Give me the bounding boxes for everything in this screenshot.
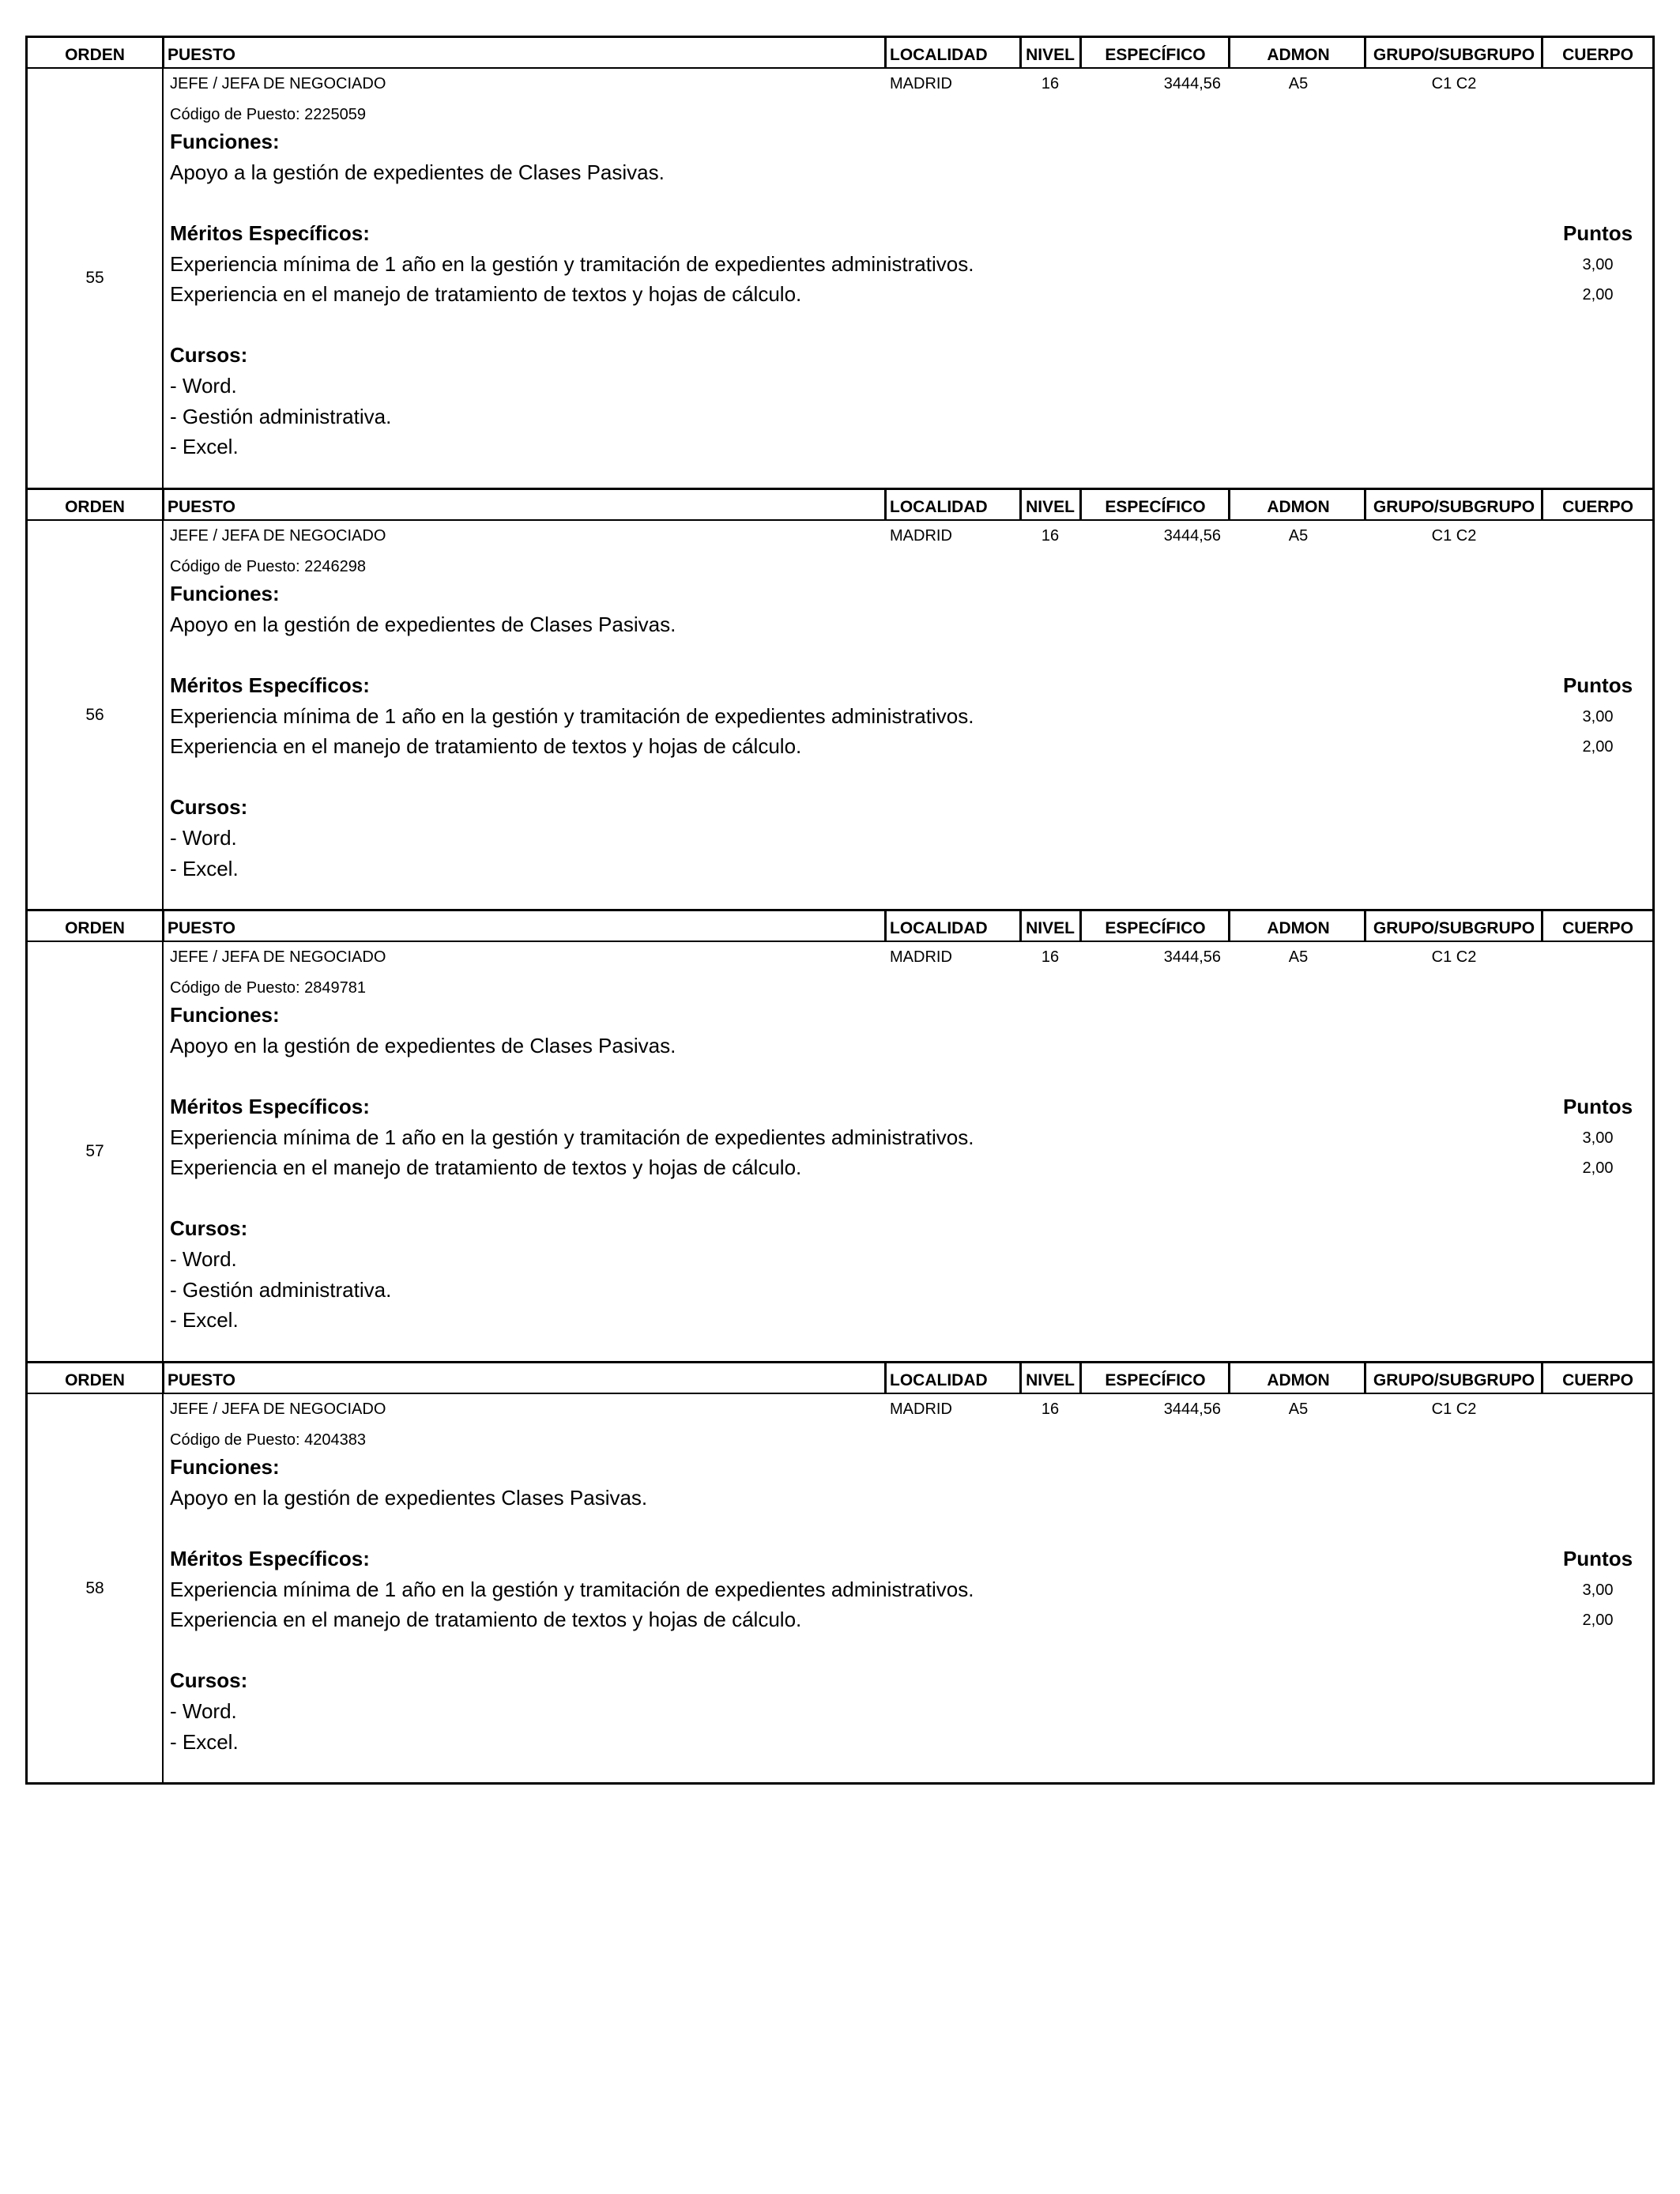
merito-puntos: 2,00 bbox=[1582, 738, 1614, 756]
header-puesto: PUESTO bbox=[168, 498, 235, 516]
position-record bbox=[28, 942, 1652, 1361]
header-admon: ADMON bbox=[1267, 46, 1330, 64]
merito-puntos: 2,00 bbox=[1582, 286, 1614, 304]
positions-table bbox=[25, 36, 1655, 1785]
funciones-label: Funciones: bbox=[170, 1455, 280, 1480]
admon-value: A5 bbox=[1288, 527, 1309, 545]
header-cuerpo: CUERPO bbox=[1562, 1371, 1633, 1389]
curso-item: - Excel. bbox=[170, 856, 239, 880]
column-divider bbox=[1541, 490, 1543, 519]
curso-item: - Gestión administrativa. bbox=[170, 404, 392, 428]
codigo-puesto: Código de Puesto: 2849781 bbox=[170, 978, 366, 997]
grupo-value: C1 C2 bbox=[1431, 75, 1477, 92]
localidad-value: MADRID bbox=[890, 75, 952, 92]
cursos-label: Cursos: bbox=[170, 1216, 248, 1241]
column-divider bbox=[1364, 38, 1366, 67]
column-divider bbox=[162, 521, 164, 909]
header-localidad: LOCALIDAD bbox=[890, 498, 988, 516]
merito-text: Experiencia en el manejo de tratamiento de textos y hojas de cálculo. bbox=[170, 734, 802, 759]
column-divider bbox=[1228, 1363, 1230, 1393]
merito-puntos: 2,00 bbox=[1582, 1612, 1614, 1630]
especifico-value: 3444,56 bbox=[1163, 527, 1221, 545]
table-header-row bbox=[28, 36, 1652, 69]
funciones-label: Funciones: bbox=[170, 1003, 280, 1027]
codigo-puesto: Código de Puesto: 2246298 bbox=[170, 557, 366, 575]
especifico-value: 3444,56 bbox=[1163, 948, 1221, 966]
header-orden: ORDEN bbox=[65, 919, 125, 937]
header-cuerpo: CUERPO bbox=[1562, 919, 1633, 937]
header-nivel: NIVEL bbox=[1026, 46, 1075, 64]
header-especifico: ESPECÍFICO bbox=[1105, 498, 1206, 516]
column-divider bbox=[1079, 38, 1082, 67]
column-divider bbox=[1364, 1363, 1366, 1393]
grupo-value: C1 C2 bbox=[1431, 527, 1477, 545]
table-header-row bbox=[28, 909, 1652, 942]
meritos-label: Méritos Específicos: bbox=[170, 221, 370, 245]
orden-number: 55 bbox=[85, 269, 104, 287]
puntos-label: Puntos bbox=[1562, 1095, 1633, 1118]
header-admon: ADMON bbox=[1267, 498, 1330, 516]
puntos-label: Puntos bbox=[1562, 1547, 1633, 1570]
funcion-text: Apoyo en la gestión de expedientes de Clases Pasivas. bbox=[170, 1033, 676, 1057]
column-divider bbox=[1228, 911, 1230, 941]
funcion-text: Apoyo en la gestión de expedientes de Clases Pasivas. bbox=[170, 612, 676, 636]
position-record bbox=[28, 1394, 1652, 1782]
curso-item: - Excel. bbox=[170, 1308, 239, 1333]
header-especifico: ESPECÍFICO bbox=[1105, 919, 1206, 937]
header-orden: ORDEN bbox=[65, 498, 125, 516]
column-divider bbox=[1019, 1363, 1022, 1393]
header-orden: ORDEN bbox=[65, 46, 125, 64]
admon-value: A5 bbox=[1288, 75, 1309, 92]
admon-value: A5 bbox=[1288, 948, 1309, 966]
header-cuerpo: CUERPO bbox=[1562, 498, 1633, 516]
column-divider bbox=[162, 69, 164, 488]
grupo-value: C1 C2 bbox=[1431, 948, 1477, 966]
curso-item: - Gestión administrativa. bbox=[170, 1277, 392, 1302]
column-divider bbox=[162, 490, 164, 519]
merito-text: Experiencia mínima de 1 año en la gestión y tramitación de expedientes administrativos. bbox=[170, 703, 974, 728]
especifico-value: 3444,56 bbox=[1163, 1400, 1221, 1418]
column-divider bbox=[884, 911, 887, 941]
header-grupo: GRUPO/SUBGRUPO bbox=[1373, 1371, 1535, 1389]
nivel-value: 16 bbox=[1041, 948, 1060, 966]
header-especifico: ESPECÍFICO bbox=[1105, 46, 1206, 64]
column-divider bbox=[162, 911, 164, 941]
header-grupo: GRUPO/SUBGRUPO bbox=[1373, 498, 1535, 516]
nivel-value: 16 bbox=[1041, 527, 1060, 545]
curso-item: - Word. bbox=[170, 374, 237, 398]
orden-number: 56 bbox=[85, 705, 104, 724]
meritos-label: Méritos Específicos: bbox=[170, 673, 370, 697]
column-divider bbox=[1228, 490, 1230, 519]
column-divider bbox=[1079, 490, 1082, 519]
merito-text: Experiencia en el manejo de tratamiento de textos y hojas de cálculo. bbox=[170, 1155, 802, 1180]
orden-number: 58 bbox=[85, 1578, 104, 1597]
grupo-value: C1 C2 bbox=[1431, 1400, 1477, 1418]
merito-text: Experiencia en el manejo de tratamiento de textos y hojas de cálculo. bbox=[170, 282, 802, 307]
codigo-puesto: Código de Puesto: 4204383 bbox=[170, 1431, 366, 1449]
column-divider bbox=[162, 1363, 164, 1393]
column-divider bbox=[884, 490, 887, 519]
header-orden: ORDEN bbox=[65, 1371, 125, 1389]
header-especifico: ESPECÍFICO bbox=[1105, 1371, 1206, 1389]
merito-puntos: 3,00 bbox=[1582, 1129, 1614, 1147]
puesto-title: JEFE / JEFA DE NEGOCIADO bbox=[170, 1400, 386, 1418]
header-puesto: PUESTO bbox=[168, 919, 235, 937]
column-divider bbox=[884, 38, 887, 67]
merito-text: Experiencia mínima de 1 año en la gestión y tramitación de expedientes administrativos. bbox=[170, 1577, 974, 1601]
meritos-label: Méritos Específicos: bbox=[170, 1095, 370, 1118]
puesto-title: JEFE / JEFA DE NEGOCIADO bbox=[170, 527, 386, 545]
merito-puntos: 3,00 bbox=[1582, 255, 1614, 273]
nivel-value: 16 bbox=[1041, 1400, 1060, 1418]
cursos-label: Cursos: bbox=[170, 343, 248, 368]
header-grupo: GRUPO/SUBGRUPO bbox=[1373, 46, 1535, 64]
cursos-label: Cursos: bbox=[170, 795, 248, 820]
puesto-title: JEFE / JEFA DE NEGOCIADO bbox=[170, 75, 386, 92]
localidad-value: MADRID bbox=[890, 527, 952, 545]
codigo-puesto: Código de Puesto: 2225059 bbox=[170, 105, 366, 123]
header-localidad: LOCALIDAD bbox=[890, 1371, 988, 1389]
merito-puntos: 3,00 bbox=[1582, 1581, 1614, 1599]
column-divider bbox=[884, 1363, 887, 1393]
curso-item: - Word. bbox=[170, 826, 237, 850]
header-localidad: LOCALIDAD bbox=[890, 919, 988, 937]
merito-text: Experiencia mínima de 1 año en la gestión y tramitación de expedientes administrativos. bbox=[170, 1125, 974, 1149]
admon-value: A5 bbox=[1288, 1400, 1309, 1418]
merito-puntos: 2,00 bbox=[1582, 1159, 1614, 1178]
header-admon: ADMON bbox=[1267, 919, 1330, 937]
header-puesto: PUESTO bbox=[168, 46, 235, 64]
header-admon: ADMON bbox=[1267, 1371, 1330, 1389]
column-divider bbox=[1079, 911, 1082, 941]
localidad-value: MADRID bbox=[890, 948, 952, 966]
merito-text: Experiencia mínima de 1 año en la gestión y tramitación de expedientes administrativos. bbox=[170, 251, 974, 276]
column-divider bbox=[1541, 38, 1543, 67]
header-grupo: GRUPO/SUBGRUPO bbox=[1373, 919, 1535, 937]
orden-number: 57 bbox=[85, 1142, 104, 1160]
table-header-row bbox=[28, 488, 1652, 521]
localidad-value: MADRID bbox=[890, 1400, 952, 1418]
merito-puntos: 3,00 bbox=[1582, 707, 1614, 726]
header-puesto: PUESTO bbox=[168, 1371, 235, 1389]
column-divider bbox=[162, 942, 164, 1361]
meritos-label: Méritos Específicos: bbox=[170, 1547, 370, 1570]
funcion-text: Apoyo a la gestión de expedientes de Clases Pasivas. bbox=[170, 160, 665, 184]
nivel-value: 16 bbox=[1041, 75, 1060, 92]
funciones-label: Funciones: bbox=[170, 582, 280, 606]
header-cuerpo: CUERPO bbox=[1562, 46, 1633, 64]
especifico-value: 3444,56 bbox=[1163, 75, 1221, 92]
curso-item: - Word. bbox=[170, 1699, 237, 1723]
column-divider bbox=[1228, 38, 1230, 67]
puntos-label: Puntos bbox=[1562, 221, 1633, 245]
table-header-row bbox=[28, 1361, 1652, 1394]
column-divider bbox=[1079, 1363, 1082, 1393]
column-divider bbox=[162, 38, 164, 67]
puntos-label: Puntos bbox=[1562, 673, 1633, 697]
header-nivel: NIVEL bbox=[1026, 498, 1075, 516]
merito-text: Experiencia en el manejo de tratamiento de textos y hojas de cálculo. bbox=[170, 1608, 802, 1632]
header-nivel: NIVEL bbox=[1026, 1371, 1075, 1389]
cursos-label: Cursos: bbox=[170, 1668, 248, 1693]
header-nivel: NIVEL bbox=[1026, 919, 1075, 937]
puesto-title: JEFE / JEFA DE NEGOCIADO bbox=[170, 948, 386, 966]
funciones-label: Funciones: bbox=[170, 130, 280, 154]
column-divider bbox=[1364, 911, 1366, 941]
position-record bbox=[28, 521, 1652, 909]
column-divider bbox=[162, 1394, 164, 1782]
column-divider bbox=[1019, 911, 1022, 941]
header-localidad: LOCALIDAD bbox=[890, 46, 988, 64]
column-divider bbox=[1364, 490, 1366, 519]
column-divider bbox=[1541, 911, 1543, 941]
column-divider bbox=[1019, 38, 1022, 67]
curso-item: - Excel. bbox=[170, 1729, 239, 1754]
column-divider bbox=[1541, 1363, 1543, 1393]
curso-item: - Word. bbox=[170, 1247, 237, 1271]
curso-item: - Excel. bbox=[170, 435, 239, 459]
funcion-text: Apoyo en la gestión de expedientes Clases Pasivas. bbox=[170, 1485, 648, 1510]
position-record bbox=[28, 69, 1652, 488]
column-divider bbox=[1019, 490, 1022, 519]
